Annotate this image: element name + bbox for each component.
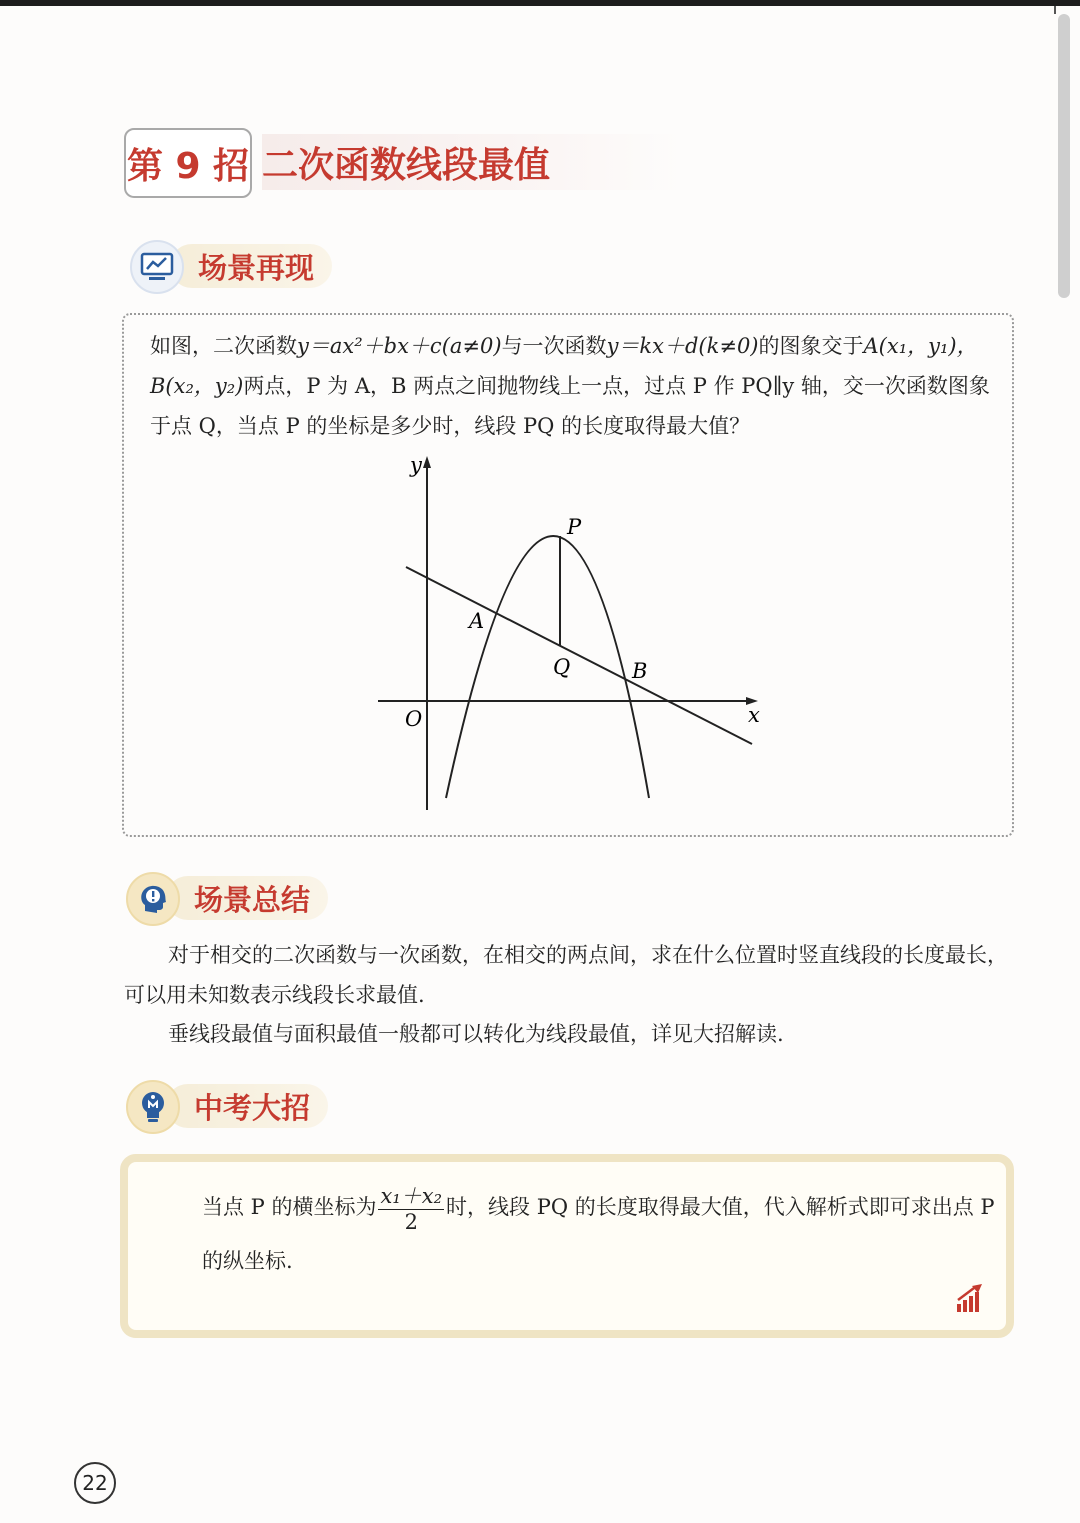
scroll-tick: [1054, 6, 1056, 14]
point-a: A(x₁，y₁)，: [863, 334, 978, 358]
head-exclamation-icon: [126, 872, 180, 926]
problem-text-1: 如图，二次函数: [150, 334, 297, 358]
linear-equation: y＝kx＋d(k≠0): [606, 334, 759, 358]
method-text: [156, 1180, 996, 1288]
point-p-label: P: [567, 515, 582, 539]
problem-text-5: P 为 A，B 两点之间抛物线上一点，过点 P 作 PQ∥y 轴，交一次函数图象于点 Q，当点 P 的坐标是多少时，线段 PQ 的长度取得最大值？: [150, 374, 990, 438]
point-b-label: B: [632, 659, 648, 683]
point-a-label: A: [469, 609, 485, 633]
point-q-label: Q: [553, 655, 571, 679]
lightbulb-icon: [126, 1080, 180, 1134]
page-number: 22: [74, 1462, 116, 1504]
chapter-title: 二次函数线段最值: [262, 134, 682, 190]
rising-chart-icon: [954, 1282, 986, 1314]
quadratic-equation: y＝ax²＋bx＋c(a≠0): [297, 334, 502, 358]
method-text-before: 当点 P 的横坐标为: [202, 1195, 377, 1219]
scrollbar-thumb[interactable]: [1058, 14, 1070, 298]
monitor-chart-icon: [130, 240, 184, 294]
y-axis-label: y: [410, 453, 422, 477]
origin-label: O: [405, 707, 423, 731]
point-b: B(x₂，y₂): [150, 374, 244, 398]
parabola-line-graph: [360, 450, 780, 820]
problem-text-4: 两点，: [243, 374, 307, 398]
summary-paragraph-2: 垂线段最值与面积最值一般都可以转化为线段最值，详见大招解读.: [168, 1022, 784, 1046]
summary-paragraph-1: 对于相交的二次函数与一次函数，在相交的两点间，求在什么位置时竖直线段的长度最长，可以用未知数表示线段长求最值.: [124, 943, 1008, 1007]
fraction-denominator: 2: [404, 1210, 418, 1234]
problem-text-3: 的图象交于: [758, 334, 864, 358]
parabola-curve: [446, 536, 649, 798]
problem-text-2: 与一次函数: [501, 334, 607, 358]
method-text-after: 时，线段 PQ 的长度取得最大值，代入解析式即可求出点 P 的纵坐标.: [202, 1195, 995, 1273]
top-bar: [0, 0, 1080, 6]
section-scene-title: 场景再现: [170, 244, 332, 288]
section-summary-title: 场景总结: [166, 876, 328, 920]
midpoint-fraction: [378, 1183, 444, 1234]
chapter-number: 第 9 招: [124, 128, 252, 198]
problem-statement: [150, 326, 996, 446]
linear-function-line: [406, 567, 752, 744]
y-axis-arrow: [423, 456, 431, 468]
fraction-numerator: x₁＋x₂: [380, 1184, 443, 1208]
x-axis-label: x: [748, 703, 760, 727]
section-method-title: 中考大招: [166, 1084, 328, 1128]
